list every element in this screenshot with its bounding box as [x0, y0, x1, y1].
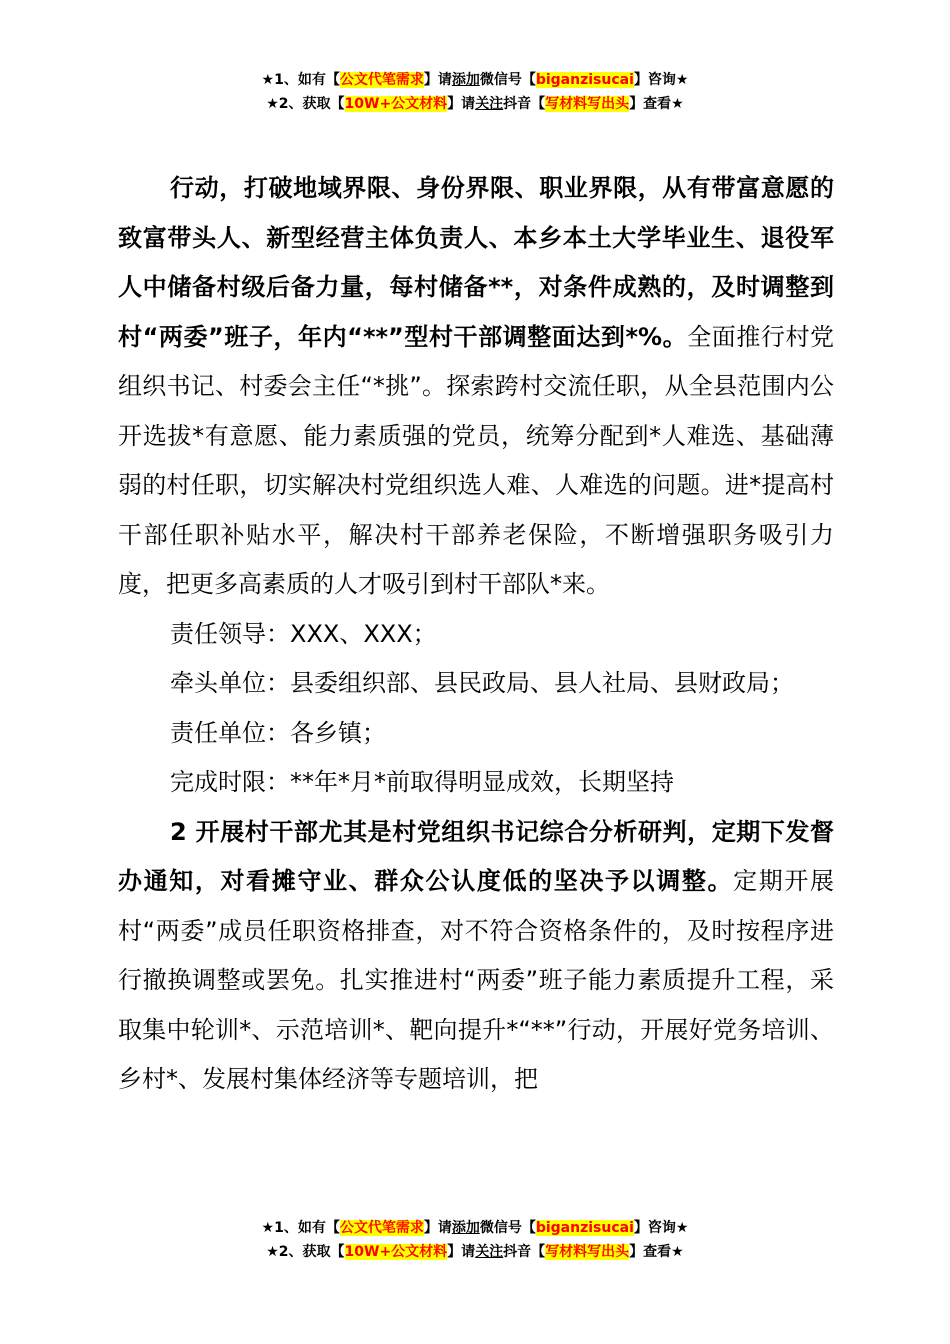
highlight-materials: 10W+公文材料: [344, 1244, 448, 1260]
deadline: 完成时限：**年*月*前取得明显成效，长期坚持: [170, 768, 674, 796]
lead-unit: 牵头单位：县委组织部、县民政局、县人社局、县财政局；: [170, 669, 794, 697]
banner-line-1: ★1、如有【公文代笔需求】请添加微信号【biganzisucai】咨询★: [261, 1220, 689, 1236]
highlight-douyin-account: 写材料写出头: [545, 96, 630, 112]
paragraph-reserve-cadres: 行动，打破地域界限、身份界限、职业界限，从有带富意愿的致富带头人、新型经营主体负责人、本乡本土大学毕业生、退役军人中储备村级后备力量，每村储备**，对条件成熟的，及时调整到村“两委”班子，年内“**”型村干部调整面达到*%。全面推行村党组织书记、村委会主任“*挑”。探索跨村交流任职，从全县范围内公开选拔*有意愿、能力素质强的党员，统筹分配到*人难选、基础薄弱的村任职，切实解决村党组织选人难、人难选的问题。进*提高村干部任职补贴水平，解决村干部养老保险，不断增强职务吸引力度，把更多高素质的人才吸引到村干部队*来。: [118, 174, 835, 598]
highlight-douyin-account: 写材料写出头: [545, 1244, 630, 1260]
paragraph-analysis: 2 开展村干部尤其是村党组织书记综合分析研判，定期下发督办通知，对看摊守业、群众公认度低的坚决予以调整。定期开展村“两委”成员任职资格排查，对不符合资格条件的，及时按程序进行撤换调整或罢免。扎实推进村“两委”班子能力素质提升工程，采取集中轮训*、示范培训*、靶向提升*“**”行动，开展好党务培训、乡村*、发展村集体经济等专题培训，把: [118, 817, 834, 1093]
highlight-writing-service: 公文代笔需求: [339, 1220, 424, 1236]
banner-line-2: ★2、获取【10W+公文材料】请关注抖音【写材料写出头】查看★: [266, 1244, 684, 1260]
footer-banner: [0, 1216, 950, 1264]
responsible-unit: 责任单位：各乡镇；: [170, 718, 386, 747]
highlight-wechat-id: biganzisucai: [535, 1220, 634, 1236]
responsible-leader: 责任领导：XXX、XXX；: [170, 619, 437, 648]
highlight-wechat-id: biganzisucai: [535, 72, 634, 88]
document-body: [118, 164, 834, 1105]
highlight-materials: 10W+公文材料: [344, 96, 448, 112]
highlight-writing-service: 公文代笔需求: [339, 72, 424, 88]
banner-line-2: ★2、获取【10W+公文材料】请关注抖音【写材料写出头】查看★: [266, 96, 684, 112]
banner-line-1: ★1、如有【公文代笔需求】请添加微信号【biganzisucai】咨询★: [261, 72, 689, 88]
header-banner: [0, 68, 950, 116]
